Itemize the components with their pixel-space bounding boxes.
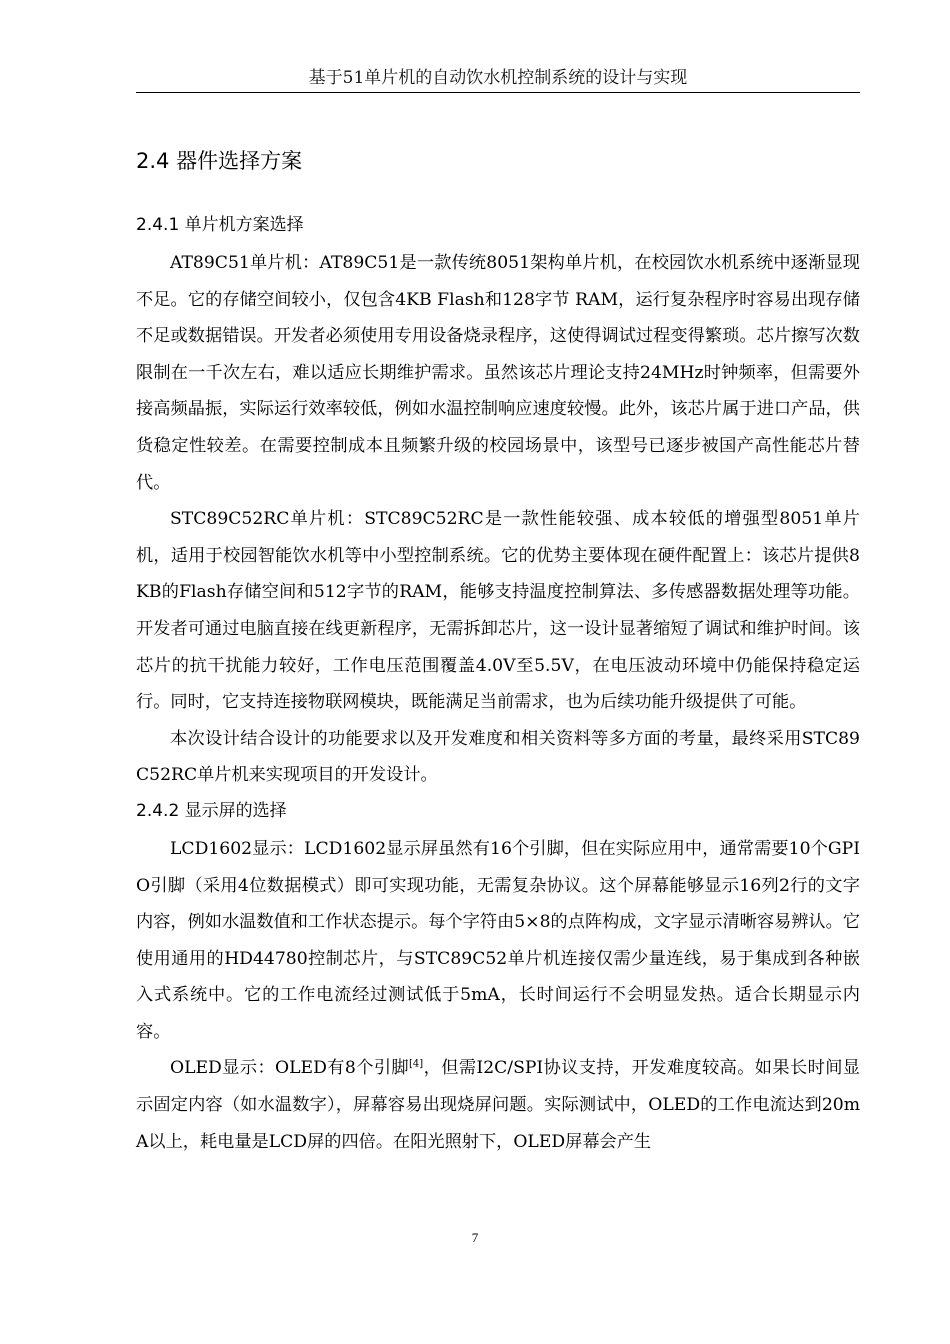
- paragraph-mcu-conclusion: 本次设计结合设计的功能要求以及开发难度和相关资料等多方面的考量，最终采用STC89C52RC单片机来实现项目的开发设计。: [136, 728, 860, 786]
- oled-text-end: ，但需I2C/SPI协议支持，开发难度较高。如果长时间显示固定内容（如水温数字），屏幕容易出现烧屏问题。实际测试中，OLED的工作电流达到20mA以上，耗电量是LCD屏的四倍。在阳光照射下，OLED屏幕会产生: [136, 1058, 860, 1152]
- subsection-heading-display: 2.4.2 显示屏的选择: [136, 800, 287, 821]
- paragraph-oled: [136, 1050, 860, 1160]
- page-number: 7: [471, 1230, 479, 1245]
- section-heading: 2.4 器件选择方案: [136, 149, 303, 173]
- paragraph-lcd1602: LCD1602显示：LCD1602显示屏虽然有16个引脚，但在实际应用中，通常需要10个GPIO引脚（采用4位数据模式）即可实现功能，无需复杂协议。这个屏幕能够显示16列2行的文字内容，例如水温数值和工作状态提示。每个字符由5×8的点阵构成，文字显示清晰容易辨认。它使用通用的HD44780控制芯片，与STC89C52单片机连接仅需少量连线，易于集成到各种嵌入式系统中。它的工作电流经过测试低于5mA，长时间运行不会明显发热。适合长期显示内容。: [136, 838, 860, 1042]
- running-header: 基于51单片机的自动饮水机控制系统的设计与实现: [308, 68, 688, 88]
- page-content: [136, 145, 860, 1160]
- paragraph-stc89c52rc: STC89C52RC单片机：STC89C52RC是一款性能较强、成本较低的增强型8051单片机，适用于校园智能饮水机等中小型控制系统。它的优势主要体现在硬件配置上：该芯片提供8KB的Flash存储空间和512字节的RAM，能够支持温度控制算法、多传感器数据处理等功能。开发者可通过电脑直接在线更新程序，无需拆卸芯片，这一设计显著缩短了调试和维护时间。该芯片的抗干扰能力较好，工作电压范围覆盖4.0V至5.5V，在电压波动环境中仍能保持稳定运行。同时，它支持连接物联网模块，既能满足当前需求，也为后续功能升级提供了可能。: [136, 509, 860, 713]
- oled-text-start: OLED显示：OLED有8个引脚: [170, 1058, 410, 1079]
- citation-reference: [4]: [409, 1058, 424, 1070]
- header-rule: [136, 92, 860, 93]
- subsection-heading-mcu: 2.4.1 单片机方案选择: [136, 215, 304, 235]
- paragraph-at89c51: AT89C51单片机：AT89C51是一款传统8051架构单片机，在校园饮水机系统中逐渐显现不足。它的存储空间较小，仅包含4KB Flash和128字节 RAM，运行复杂程序时容易出现存储不足或数据错误。开发者必须使用专用设备烧录程序，这使得调试过程变得繁琐。芯片擦写次数限制在一千次左右，难以适应长期维护需求。虽然该芯片理论支持24MHz时钟频率，但需要外接高频晶振，实际运行效率较低，例如水温控制响应速度较慢。此外，该芯片属于进口产品，供货稳定性较差。在需要控制成本且频繁升级的校园场景中，该型号已逐步被国产高性能芯片替代。: [136, 253, 860, 493]
